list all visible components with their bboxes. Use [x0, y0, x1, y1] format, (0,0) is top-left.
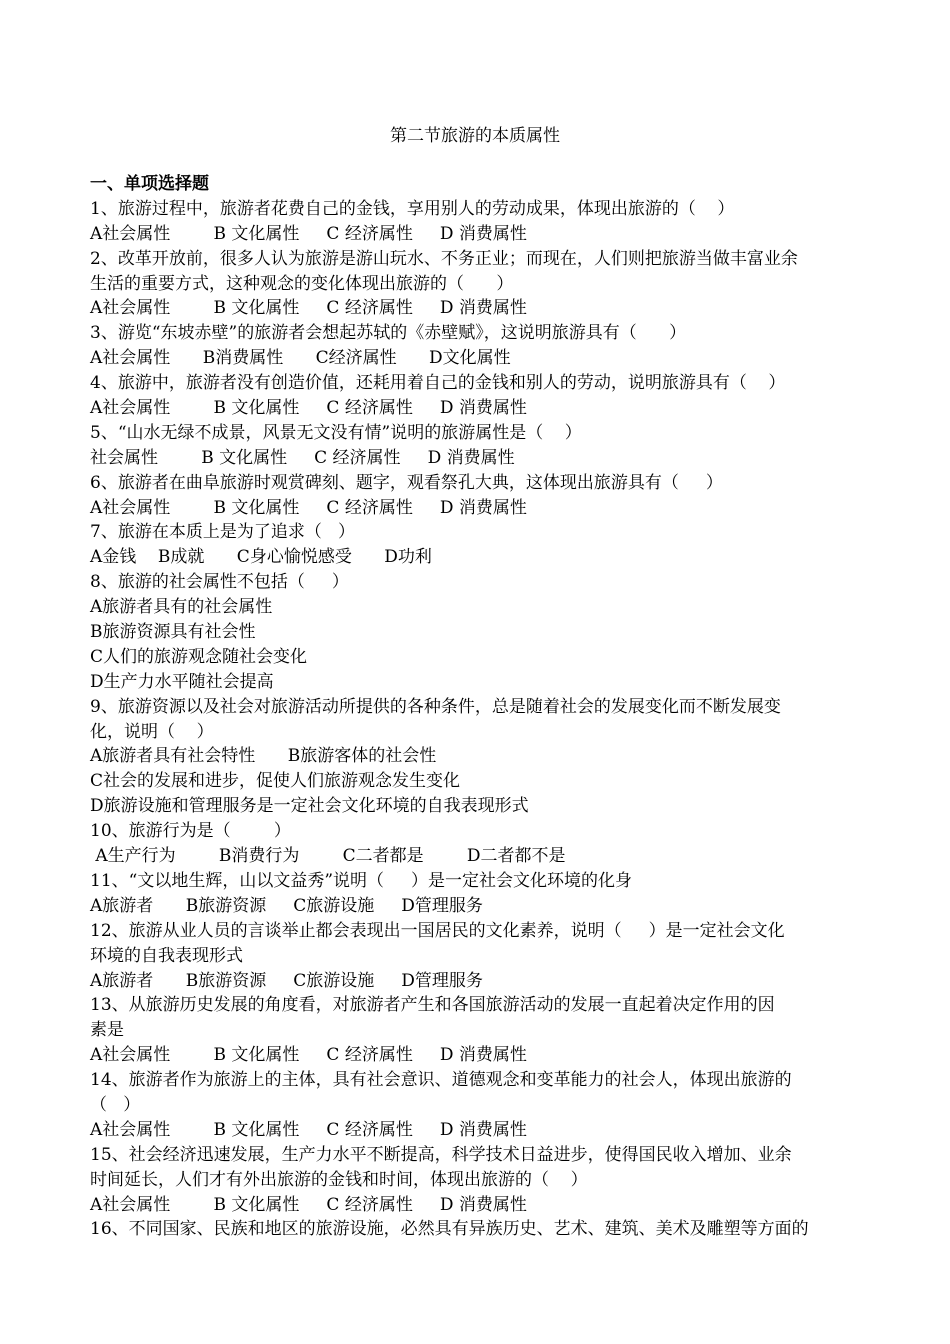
text-line: 2、改革开放前，很多人认为旅游是游山玩水、不务正业；而现在，人们则把旅游当做丰富业余: [90, 248, 798, 269]
text-line: 13、从旅游历史发展的角度看，对旅游者产生和各国旅游活动的发展一直起着决定作用的因: [90, 995, 775, 1016]
text-line: （ ）: [90, 1094, 141, 1115]
text-line: A社会属性 B 文化属性 C 经济属性 D 消费属性: [90, 398, 527, 419]
text-line: A社会属性 B 文化属性 C 经济属性 D 消费属性: [90, 298, 527, 319]
text-line: A旅游者具有的社会属性: [90, 597, 273, 618]
text-line: 3、游览“东坡赤壁”的旅游者会想起苏轼的《赤壁赋》，这说明旅游具有（ ）: [90, 323, 687, 344]
text-line: A社会属性 B 文化属性 C 经济属性 D 消费属性: [90, 1045, 527, 1066]
text-line: B旅游资源具有社会性: [90, 622, 256, 643]
text-line: 5、“山水无绿不成景，风景无文没有情”说明的旅游属性是（ ）: [90, 422, 582, 443]
section-heading: 一、单项选择题: [90, 174, 209, 194]
text-line: 15、社会经济迅速发展，生产力水平不断提高，科学技术日益进步，使得国民收入增加、业余: [90, 1144, 792, 1165]
text-line: 生活的重要方式，这种观念的变化体现出旅游的（ ）: [90, 273, 514, 294]
text-line: 化，说明（ ）: [90, 721, 214, 742]
text-line: 16、不同国家、民族和地区的旅游设施，必然具有异族历史、艺术、建筑、美术及雕塑等方面的: [90, 1219, 809, 1240]
text-line: A旅游者具有社会特性 B旅游客体的社会性: [90, 746, 437, 767]
text-line: 12、旅游从业人员的言谈举止都会表现出一国居民的文化素养，说明（ ）是一定社会文化: [90, 920, 785, 941]
text-line: C社会的发展和进步，促使人们旅游观念发生变化: [90, 771, 461, 792]
text-line: D生产力水平随社会提高: [90, 671, 274, 692]
text-line: A社会属性 B 文化属性 C 经济属性 D 消费属性: [90, 497, 527, 518]
text-line: 9、旅游资源以及社会对旅游活动所提供的各种条件，总是随着社会的发展变化而不断发展变: [90, 696, 781, 717]
text-line: A社会属性 B 文化属性 C 经济属性 D 消费属性: [90, 1119, 527, 1140]
text-line: 素是: [90, 1020, 124, 1041]
text-line: 环境的自我表现形式: [90, 945, 243, 966]
text-line: 社会属性 B 文化属性 C 经济属性 D 消费属性: [90, 447, 515, 468]
text-line: A社会属性 B消费属性 C经济属性 D文化属性: [90, 348, 511, 369]
text-line: 6、旅游者在曲阜旅游时观赏碑刻、题字，观看祭孔大典，这体现出旅游具有（ ）: [90, 472, 723, 493]
page-title: 第二节旅游的本质属性: [390, 126, 560, 146]
text-line: 11、“文以地生辉，山以文益秀”说明（ ）是一定社会文化环境的化身: [90, 870, 633, 891]
text-line: A旅游者 B旅游资源 C旅游设施 D管理服务: [90, 970, 483, 991]
question-list: [90, 172, 865, 1242]
text-line: A旅游者 B旅游资源 C旅游设施 D管理服务: [90, 895, 483, 916]
text-line: 14、旅游者作为旅游上的主体，具有社会意识、道德观念和变革能力的社会人，体现出旅游的: [90, 1070, 792, 1091]
text-line: 时间延长，人们才有外出旅游的金钱和时间，体现出旅游的（ ）: [90, 1169, 588, 1190]
text-line: A金钱 B成就 C身心愉悦感受 D功利: [90, 547, 432, 568]
text-line: A社会属性 B 文化属性 C 经济属性 D 消费属性: [90, 1194, 527, 1215]
text-line: D旅游设施和管理服务是一定社会文化环境的自我表现形式: [90, 796, 529, 817]
text-line: 7、旅游在本质上是为了追求（ ）: [90, 522, 356, 543]
text-line: A生产行为 B消费行为 C二者都是 D二者都不是: [90, 846, 566, 867]
text-line: 1、旅游过程中，旅游者花费自己的金钱，享用别人的劳动成果，体现出旅游的（ ）: [90, 198, 735, 219]
text-line: 8、旅游的社会属性不包括（ ）: [90, 572, 349, 593]
text-line: A社会属性 B 文化属性 C 经济属性 D 消费属性: [90, 223, 527, 244]
text-line: 4、旅游中，旅游者没有创造价值，还耗用着自己的金钱和别人的劳动，说明旅游具有（ ）: [90, 373, 786, 394]
text-line: 10、旅游行为是（ ）: [90, 821, 291, 842]
text-line: C人们的旅游观念随社会变化: [90, 646, 308, 667]
